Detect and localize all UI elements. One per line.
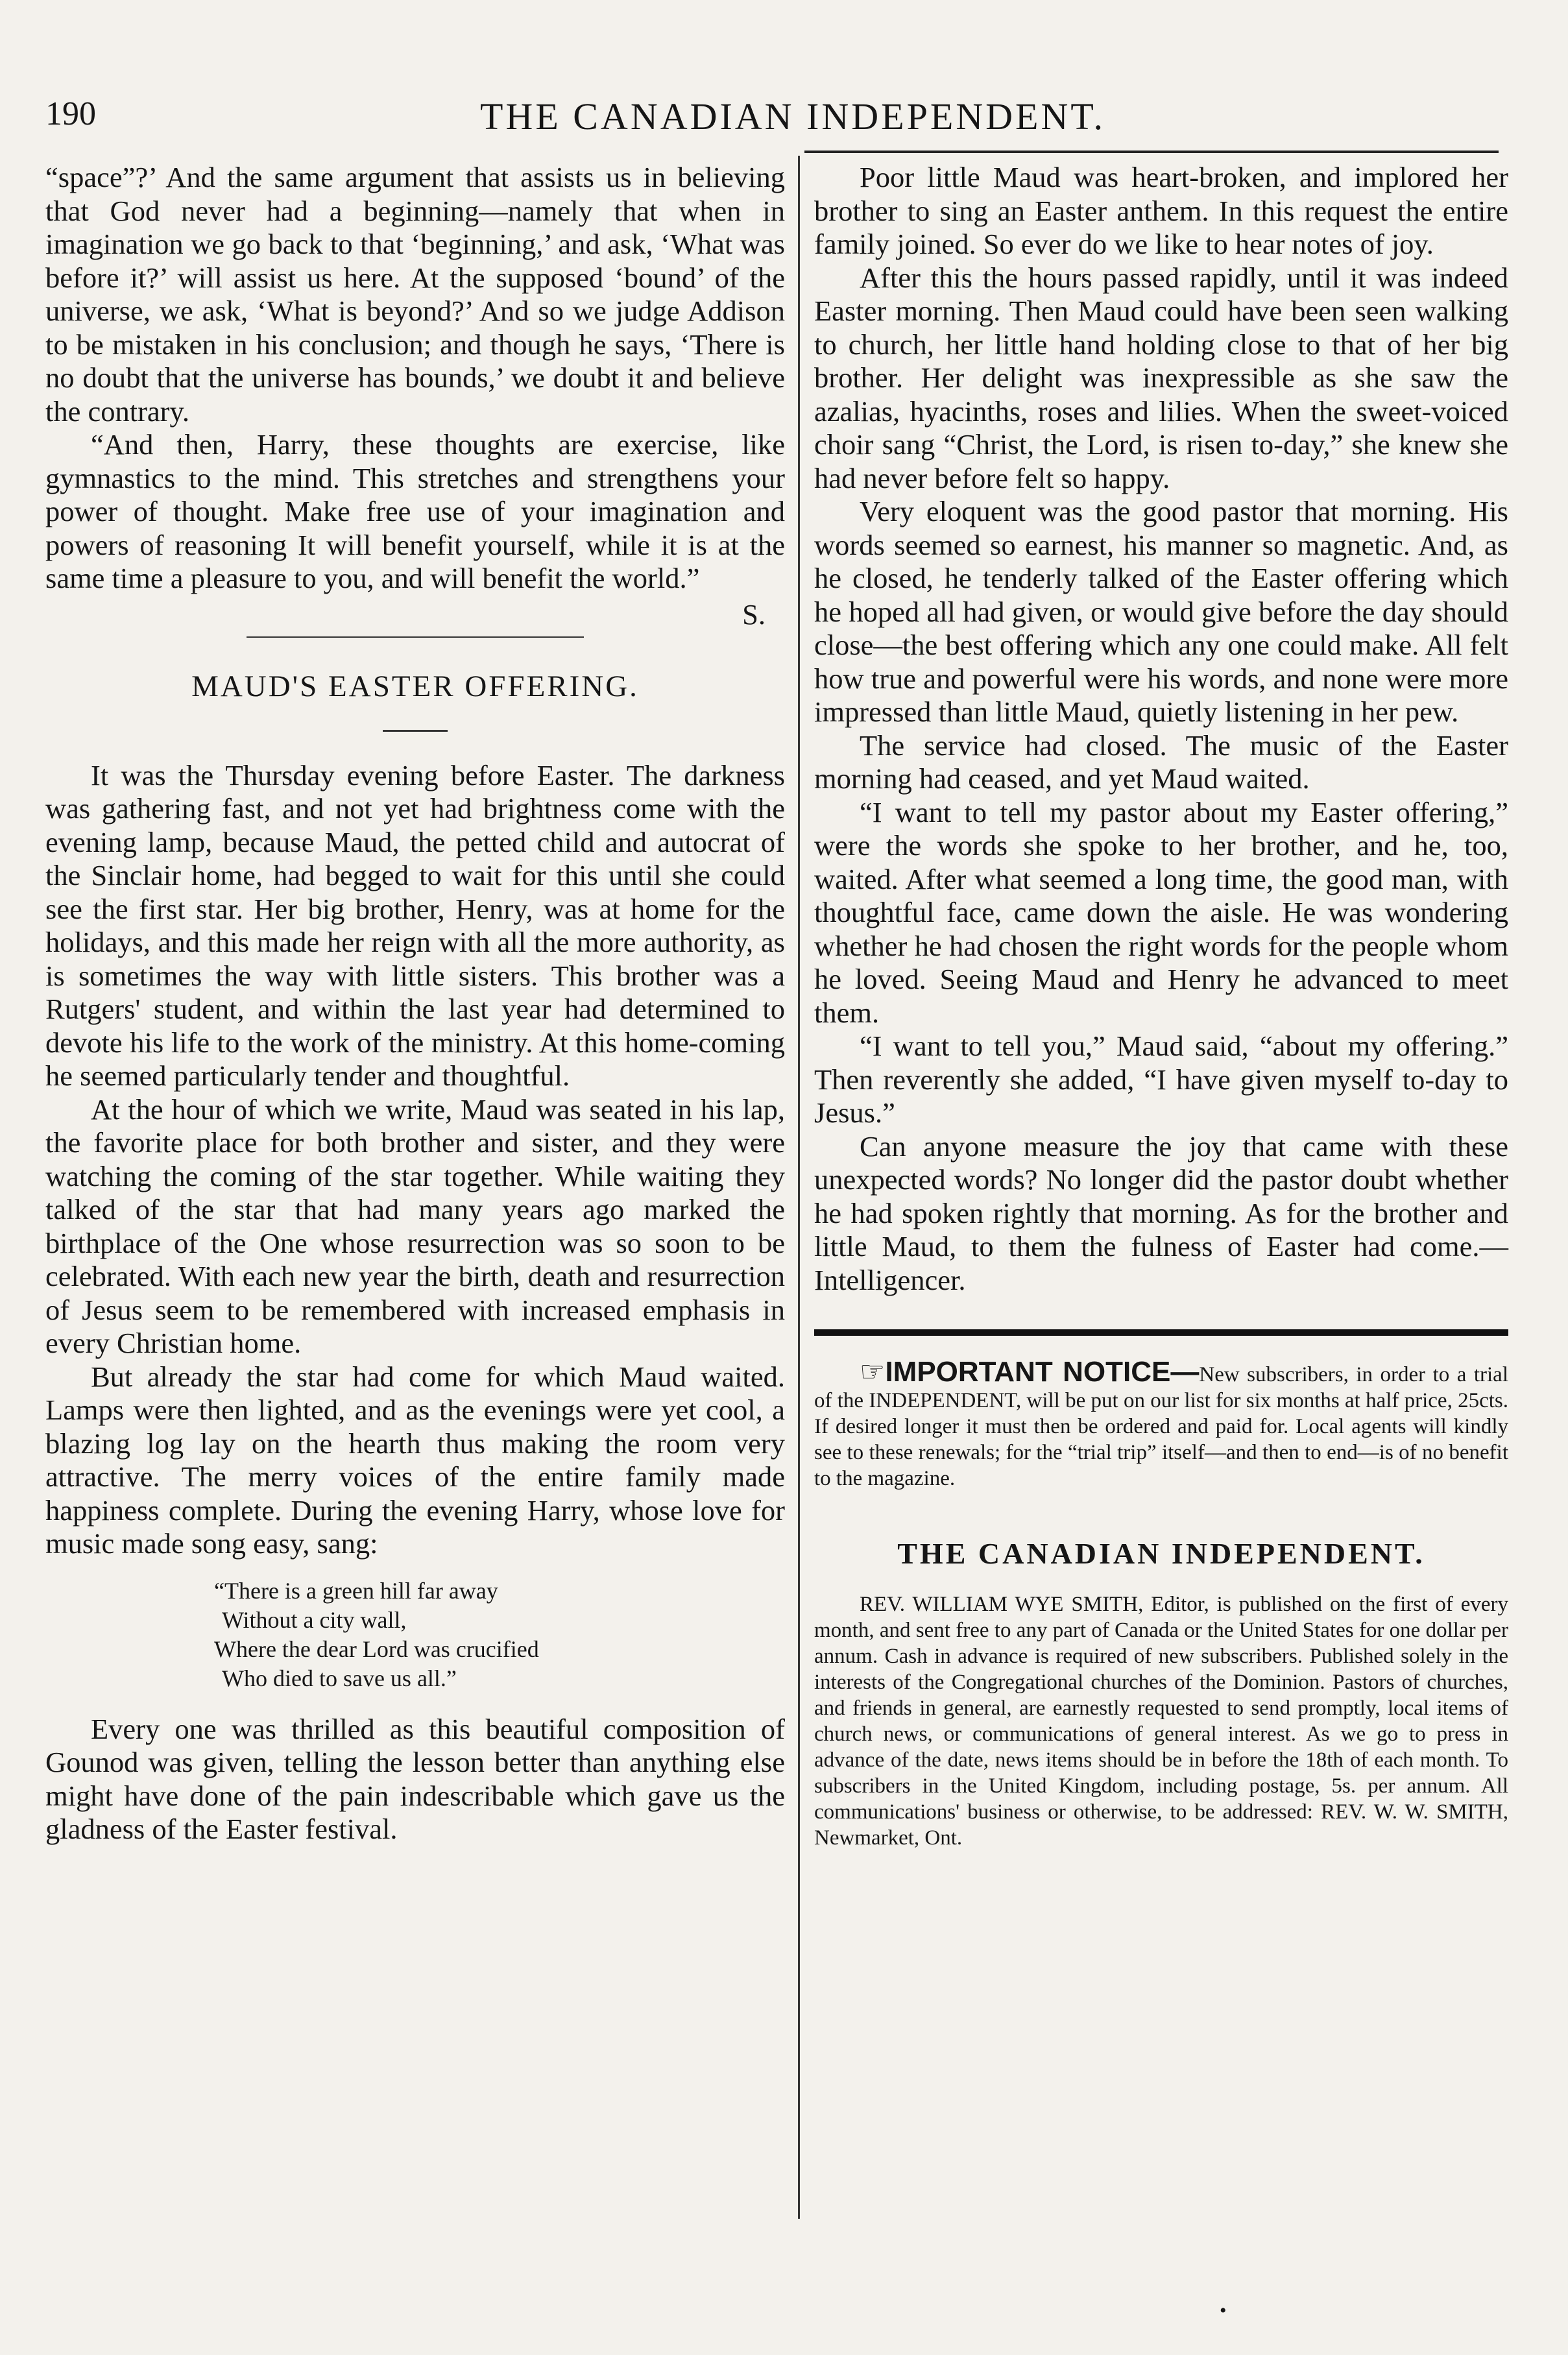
poem-line: Without a city wall, xyxy=(222,1606,407,1633)
article-title: MAUD'S EASTER OFFERING. xyxy=(191,670,639,703)
article-paragraph: Can anyone measure the joy that came with these unexpected words? No longer did the pastor doubt whether he had spoken rightly that morning. As for the brother and little Maud, to them the fulness of Easter had come.—Intelligencer. xyxy=(814,1129,1508,1296)
closing-paragraph: Every one was thrilled as this beautiful composition of Gounod was given, telling the lesson better than anything else might have done of the pain indescribable which gave us the gladness of the Easter festival. xyxy=(45,1712,785,1845)
masthead-text: REV. WILLIAM WYE SMITH, Editor, is published on the first of every month, and sent free to any part of Canada or the United States for one dollar per annum. Cash in advance is required of new subscribers. Published solely in the interests of the Congregational churches of the Dominion. Pastors of churches, and friends in general, are earnestly requested to send promptly, local items of church news, or communications of general interest. As we go to press in advance of the date, news items should be in before the 18th of each month. To subscribers in the United Kingdom, including postage, 5s. per annum. All communications' business or otherwise, to be addressed: REV. W. W. SMITH, Newmarket, Ont. xyxy=(814,1592,1508,1850)
article-paragraph: At the hour of which we write, Maud was seated in his lap, the favorite place for both brother and sister, and they were watching the coming of the star together. While waiting they talked of the star that had many years ago marked the birthplace of the One whose resurrection was so soon to be celebrated. With each new year the birth, death and resurrection of Jesus seem to be remembered with increased emphasis in every Christian home. xyxy=(45,1093,785,1359)
article-paragraph: But already the star had come for which Maud waited. Lamps were then lighted, and as the evenings were yet cool, a blazing log lay on the hearth thus making the room very attractive. The merry voices of the entire family made happiness complete. During the evening Harry, whose love for music made song easy, sang: xyxy=(45,1360,785,1560)
right-column xyxy=(814,161,1508,1851)
poem-line: “There is a green hill far away xyxy=(214,1577,498,1604)
continued-paragraph: “space”?’ And the same argument that assists us in believing that God never had a beginning—namely that when in imagination we go back to that ‘beginning,’ and ask, ‘What was before it?’ will assist us here. At the supposed ‘bound’ of the universe, we ask, ‘What is beyond?’ And so we judge Addison to be mistaken in his conclusion; and though he says, ‘There is no doubt that the universe has bounds,’ we doubt it and believe the contrary. xyxy=(45,161,785,428)
article-paragraph: The service had closed. The music of the Easter morning had ceased, and yet Maud waited. xyxy=(814,729,1508,795)
header-rule xyxy=(804,151,1499,153)
left-column xyxy=(45,161,785,1846)
notice-text: New subscribers, in order to a trial of the INDEPENDENT, will be put on our list for six months at half price, 25cts. If desired longer it must then be ordered and paid for. Local agents will kindly see to these renewals; for the “trial trip” itself—and then to end—is of no benefit to the magazine. xyxy=(814,1363,1508,1490)
important-notice xyxy=(814,1356,1508,1491)
running-title: THE CANADIAN INDEPENDENT. xyxy=(480,95,1105,138)
article-paragraph: After this the hours passed rapidly, until it was indeed Easter morning. Then Maud could have been seen walking to church, her little hand holding close to that of her big brother. Her delight was inexpressible as she saw the azalias, hyacinths, roses and lilies. When the sweet-voiced choir sang “Christ, the Lord, is risen to-day,” she knew she had never before felt so happy. xyxy=(814,261,1508,494)
notice-lead: ☞IMPORTANT NOTICE— xyxy=(860,1356,1200,1388)
article-paragraph: It was the Thursday evening before Easter. The darkness was gathering fast, and not yet had brightness come with the evening lamp, because Maud, the petted child and autocrat of the Sinclair home, had begged to wait for this until she could see the first star. Her big brother, Henry, was at home for the holidays, and this made her reign with all the more authority, as is sometimes the way with little sisters. This brother was a Rutgers' student, and within the last year had determined to devote his life to the work of the ministry. At this home-coming he seemed particularly tender and thoughtful. xyxy=(45,758,785,1092)
signature: S. xyxy=(742,598,766,631)
article-paragraph: “I want to tell my pastor about my Easter offering,” were the words she spoke to her brother, and he, too, waited. After what seemed a long time, the good man, with thoughtful face, came down the aisle. He was wondering whether he had chosen the right words for the people whom he loved. Seeing Maud and Henry he advanced to meet them. xyxy=(814,795,1508,1029)
article-separator xyxy=(247,636,584,638)
column-divider xyxy=(798,156,800,2219)
notice-rule xyxy=(814,1329,1508,1336)
title-rule xyxy=(383,730,448,732)
poem-line: Where the dear Lord was crucified xyxy=(214,1636,539,1662)
printer-mark: • xyxy=(1220,2300,1227,2321)
poem-line: Who died to save us all.” xyxy=(222,1665,457,1691)
article-paragraph: Poor little Maud was heart-broken, and implored her brother to sing an Easter anthem. In this request the entire family joined. So ever do we like to hear notes of joy. xyxy=(814,161,1508,260)
continued-paragraph: “And then, Harry, these thoughts are exercise, like gymnastics to the mind. This stretches and strengthens your power of thought. Make free use of your imagination and powers of reasoning It will benefit yourself, while it is at the same time a pleasure to you, and will benefit the world.” xyxy=(45,428,785,594)
article-paragraph: “I want to tell you,” Maud said, “about my offering.” Then reverently she added, “I have given myself to-day to Jesus.” xyxy=(814,1030,1508,1129)
masthead-title: THE CANADIAN INDEPENDENT. xyxy=(897,1537,1425,1570)
article-paragraph: Very eloquent was the good pastor that morning. His words seemed so earnest, his manner so magnetic. And, as he closed, he tenderly talked of the Easter offering which he hoped all had given, or would give before the day should close—the best offering which any one could make. All felt how true and powerful were his words, and none were more impressed than little Maud, quietly listening in her pew. xyxy=(814,495,1508,728)
page-number: 190 xyxy=(45,95,96,132)
poem xyxy=(214,1576,785,1693)
